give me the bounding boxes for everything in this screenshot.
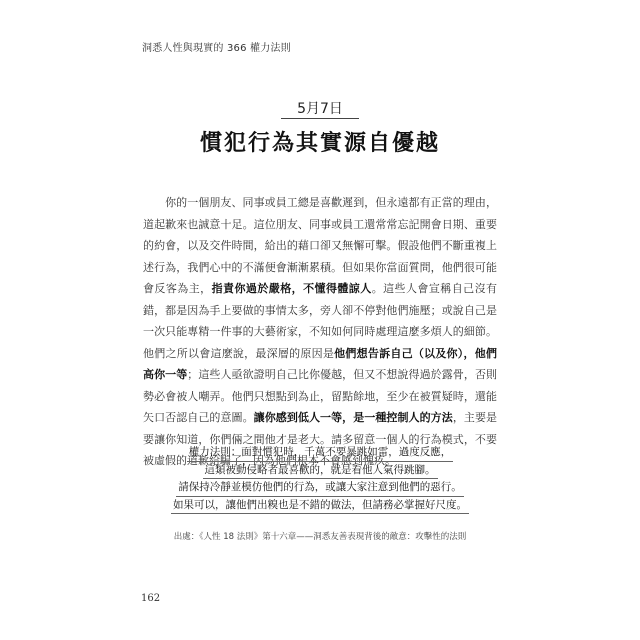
power-law-block	[150, 444, 490, 514]
emphasis-text: 讓你感到低人一等，是一種控制人的方法	[253, 411, 453, 424]
emphasis-text: 指責你過於嚴格，不懂得體諒人	[211, 282, 372, 295]
body-text-segment: 你的一個朋友、同事或員工總是喜歡遲到，但永遠都有正當的理由，道起歉來也誠意十足。這位朋友、同事或員工還常常忘記開會日期、重要的約會，以及交件時間，給出的藉口卻又無懈可擊。假設他們不斷重複上述行為，我們心中的不滿便會漸漸累積。但如果你當面質問，他們很可能會反客為主，	[143, 196, 497, 295]
emphasis-text: 他們想告訴自己（以及你），他們高你一等	[143, 346, 498, 381]
page-number: 162	[141, 593, 161, 604]
entry-title: 慣犯行為其實源自優越	[199, 131, 440, 156]
source-citation: 出處：《人性 18 法則》第十六章——洞悉友善表現背後的敵意：攻擊性的法則	[173, 532, 467, 542]
body-text-segment: ；這些人亟欲證明自己比你優越，但又不想說得過於露骨，否則勢必會被人嘲弄。他們只想點到為止，留點餘地，至少在被質疑時，還能矢口否認自己的意圖。	[143, 368, 498, 424]
body-paragraph	[143, 192, 497, 472]
power-law-line: 請保持冷靜並模仿他們的行為，或讓大家注意到他們的惡行。	[176, 479, 464, 497]
power-law-line: 如果可以，讓他們出糗也是不錯的做法，但請務必掌握好尺度。	[171, 497, 469, 515]
entry-date: 5月7日	[297, 101, 343, 117]
date-underline	[281, 118, 359, 119]
power-law-line: 權力法則：面對慣犯時，千萬不要暴跳如雷，過度反應，	[187, 444, 454, 462]
power-law-line: 這類被動侵略者最喜歡的，就是看他人氣得跳腳。	[203, 462, 438, 480]
body-text-segment: ，主要是要讓你知道，你們倆之間他才是老大。請多留意一個人的行為模式，不要被虛假的道歉給騙了，因為他們根本不會感到愧疚。	[143, 411, 498, 467]
body-text-segment: 。這些人會宣稱自己沒有錯，都是因為手上要做的事情太多，旁人卻不停對他們施壓；或說自己是一次只能專精一件事的大藝術家，不知如何同時處理這麼多煩人的細節。他們之所以會這麼說，最深層的原因是	[143, 282, 498, 360]
running-head: 洞悉人性與現實的 366 權力法則	[142, 43, 291, 54]
